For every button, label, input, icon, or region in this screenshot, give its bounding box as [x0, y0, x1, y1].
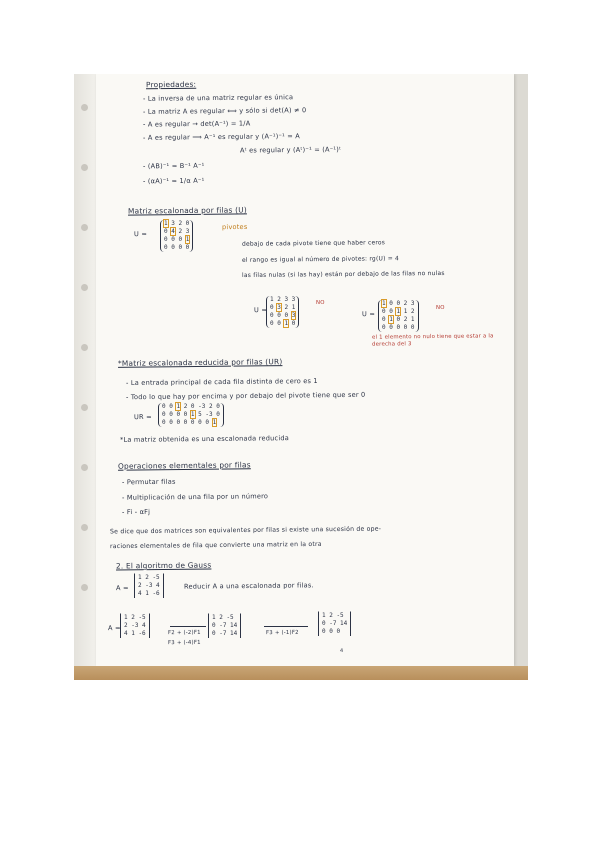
- u-label: U =: [133, 229, 148, 239]
- rule-item: el rango es igual al número de pivotes: rg(U) = 4: [241, 255, 400, 264]
- row-operation: F3 + (-1)F2: [265, 629, 299, 637]
- a-label: A =: [115, 583, 129, 593]
- property-item: - La inversa de una matriz regular es única: [142, 93, 294, 103]
- a-matrix-step2: 1 2 -5 0 -7 14 0 0 0: [318, 611, 351, 636]
- no-mark: NO: [315, 299, 325, 307]
- binder-hole: [81, 524, 88, 531]
- property-item: - A es regular ⟹ A⁻¹ es regular y (A⁻¹)⁻¹ = A: [142, 132, 301, 142]
- gauss-instruction: Reducir A a una escalonada por filas.: [183, 581, 314, 591]
- binder-strip: [74, 74, 97, 680]
- rule-item: debajo de cada pivote tiene que haber ceros: [241, 239, 386, 248]
- pivot-legend: pivotes: [221, 222, 248, 232]
- u-matrix: 1 3 2 0 0 4 2 3 0 0 0 1 0 0 0 0: [160, 220, 193, 252]
- operacion-item: - Fi - αFj: [121, 507, 151, 517]
- ur-label: UR =: [133, 412, 152, 422]
- properties-title: Propiedades:: [145, 79, 197, 90]
- property-item: Aᵗ es regular y (Aᵗ)⁻¹ = (A⁻¹)ᵗ: [239, 145, 342, 155]
- u-label: U =: [253, 305, 268, 315]
- no-mark: NO: [435, 304, 445, 312]
- arrow-line: [264, 626, 308, 627]
- equivalence-line: raciones elementales de fila que convierte una matriz en la otra: [109, 540, 322, 551]
- binder-hole: [81, 584, 88, 591]
- equivalence-line: Se dice que dos matrices son equivalentes por filas si existe una sucesión de ope-: [109, 525, 382, 536]
- reducida-conclusion: *La matriz obtenida es una escalonada reducida: [119, 434, 290, 444]
- arrow-line: [170, 626, 206, 627]
- binder-hole: [81, 464, 88, 471]
- a-matrix: 1 2 -5 2 -3 4 4 1 -6: [134, 573, 164, 598]
- a-matrix-step1: 1 2 -5 0 -7 14 0 -7 14: [208, 613, 241, 638]
- binder-hole: [81, 224, 88, 231]
- page-number: 4: [339, 647, 344, 655]
- ur-matrix: 0 0 1 2 0 -3 2 0 0 0 0 0 1 5 -3 0 0 0 0 0 0 0 0 1: [158, 403, 224, 427]
- gauss-title: 2. El algoritmo de Gauss: [115, 560, 212, 571]
- reducida-title: *Matriz escalonada reducida por filas (UR): [117, 357, 283, 368]
- binder-hole: [81, 284, 88, 291]
- binder-hole: [81, 344, 88, 351]
- counterexample-matrix-2: 1 0 0 2 3 0 0 1 1 2 0 1 0 2 1 0 0 0 0 0: [378, 300, 419, 332]
- a-label: A =: [107, 623, 121, 633]
- u-label: U =: [361, 309, 376, 319]
- binder-hole: [81, 164, 88, 171]
- a-matrix-step0: 1 2 -5 2 -3 4 4 1 -6: [120, 613, 150, 638]
- reducida-item: - La entrada principal de cada fila distinta de cero es 1: [125, 376, 318, 388]
- property-item: - (αA)⁻¹ = 1/α A⁻¹: [142, 176, 205, 186]
- binder-hole: [81, 404, 88, 411]
- property-item: - A es regular → det(A⁻¹) = 1/A: [142, 119, 251, 129]
- property-item: - (AB)⁻¹ = B⁻¹ A⁻¹: [142, 161, 205, 171]
- row-operation: F3 + (-4)F1: [167, 639, 201, 647]
- desk-surface: [74, 666, 528, 680]
- escalonada-title: Matriz escalonada por filas (U): [127, 205, 247, 216]
- operaciones-title: Operaciones elementales por filas: [117, 460, 251, 471]
- binder-hole: [81, 104, 88, 111]
- operacion-item: - Multiplicación de una fila por un número: [121, 492, 269, 502]
- counterexample-matrix: 1 2 3 3 0 3 2 1 0 0 0 3 0 0 1 0: [266, 296, 299, 328]
- property-item: - La matriz A es regular ⟺ y sólo si det(A) ≠ 0: [142, 106, 307, 116]
- red-note: el 1 elemento no nulo tiene que estar a la derecha del 3: [371, 333, 494, 348]
- page-edge: [514, 74, 528, 666]
- rule-item: las filas nulas (si las hay) están por debajo de las filas no nulas: [241, 269, 445, 280]
- row-operation: F2 + (-2)F1: [167, 629, 201, 637]
- operacion-item: - Permutar filas: [121, 477, 176, 487]
- reducida-item: - Todo lo que hay por encima y por debajo del pivote tiene que ser 0: [125, 390, 366, 402]
